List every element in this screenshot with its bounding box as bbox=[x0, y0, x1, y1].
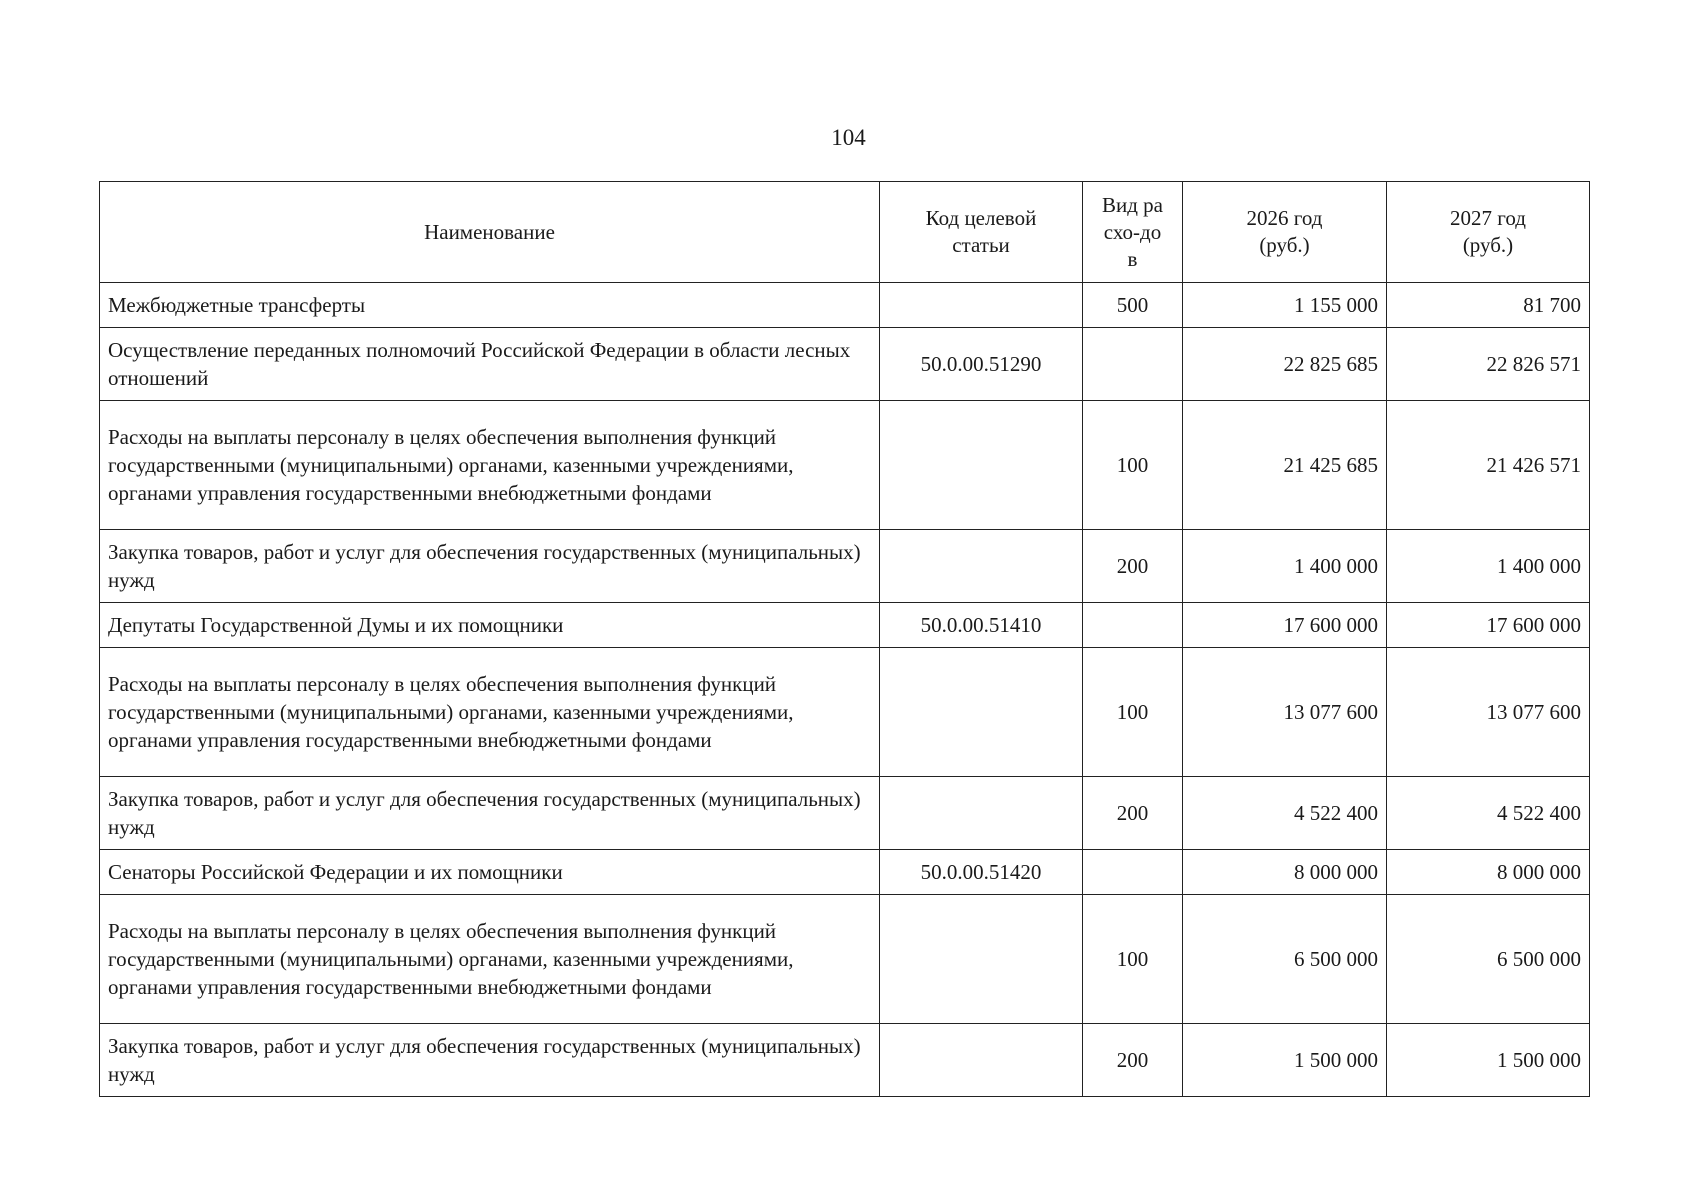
table-row bbox=[100, 850, 1590, 895]
row-type: 500 bbox=[1083, 283, 1183, 328]
header-2027: 2027 год (руб.) bbox=[1387, 182, 1590, 283]
table-row bbox=[100, 401, 1590, 530]
row-name: Закупка товаров, работ и услуг для обеспечения государственных (муниципальных) нужд bbox=[100, 530, 880, 603]
row-name: Расходы на выплаты персоналу в целях обеспечения выполнения функций государственными (муниципальными) органами, казенными учреждениями, органами управления государственными внебюджетными фондами bbox=[100, 648, 880, 777]
row-name: Депутаты Государственной Думы и их помощники bbox=[100, 603, 880, 648]
row-code: 50.0.00.51420 bbox=[880, 850, 1083, 895]
row-name: Осуществление переданных полномочий Российской Федерации в области лесных отношений bbox=[100, 328, 880, 401]
row-2027: 1 500 000 bbox=[1387, 1024, 1590, 1097]
row-2027: 81 700 bbox=[1387, 283, 1590, 328]
table-row bbox=[100, 895, 1590, 1024]
table-row bbox=[100, 1024, 1590, 1097]
row-code bbox=[880, 777, 1083, 850]
row-type: 200 bbox=[1083, 530, 1183, 603]
row-2027: 22 826 571 bbox=[1387, 328, 1590, 401]
row-name: Закупка товаров, работ и услуг для обеспечения государственных (муниципальных) нужд bbox=[100, 1024, 880, 1097]
table-row bbox=[100, 777, 1590, 850]
row-code: 50.0.00.51410 bbox=[880, 603, 1083, 648]
row-2027: 1 400 000 bbox=[1387, 530, 1590, 603]
row-2026: 1 155 000 bbox=[1183, 283, 1387, 328]
budget-table bbox=[99, 181, 1590, 1097]
table-row bbox=[100, 328, 1590, 401]
header-2026: 2026 год (руб.) bbox=[1183, 182, 1387, 283]
row-2026: 6 500 000 bbox=[1183, 895, 1387, 1024]
row-name: Межбюджетные трансферты bbox=[100, 283, 880, 328]
row-name: Расходы на выплаты персоналу в целях обеспечения выполнения функций государственными (муниципальными) органами, казенными учреждениями, органами управления государственными внебюджетными фондами bbox=[100, 401, 880, 530]
row-2026: 1 500 000 bbox=[1183, 1024, 1387, 1097]
row-2026: 17 600 000 bbox=[1183, 603, 1387, 648]
row-type: 100 bbox=[1083, 895, 1183, 1024]
row-2026: 22 825 685 bbox=[1183, 328, 1387, 401]
row-type: 200 bbox=[1083, 1024, 1183, 1097]
row-type: 100 bbox=[1083, 401, 1183, 530]
row-2027: 6 500 000 bbox=[1387, 895, 1590, 1024]
row-2026: 1 400 000 bbox=[1183, 530, 1387, 603]
row-code: 50.0.00.51290 bbox=[880, 328, 1083, 401]
row-code bbox=[880, 895, 1083, 1024]
table-row bbox=[100, 603, 1590, 648]
row-2027: 8 000 000 bbox=[1387, 850, 1590, 895]
header-name: Наименование bbox=[100, 182, 880, 283]
row-type: 200 bbox=[1083, 777, 1183, 850]
table-row bbox=[100, 283, 1590, 328]
row-name: Закупка товаров, работ и услуг для обеспечения государственных (муниципальных) нужд bbox=[100, 777, 880, 850]
row-code bbox=[880, 283, 1083, 328]
row-code bbox=[880, 401, 1083, 530]
row-2027: 17 600 000 bbox=[1387, 603, 1590, 648]
row-2027: 4 522 400 bbox=[1387, 777, 1590, 850]
header-code: Код целевой статьи bbox=[880, 182, 1083, 283]
page-number: 104 bbox=[831, 125, 866, 150]
table-header-row bbox=[100, 182, 1590, 283]
row-code bbox=[880, 530, 1083, 603]
row-2026: 4 522 400 bbox=[1183, 777, 1387, 850]
row-2026: 21 425 685 bbox=[1183, 401, 1387, 530]
row-2026: 8 000 000 bbox=[1183, 850, 1387, 895]
row-2026: 13 077 600 bbox=[1183, 648, 1387, 777]
row-2027: 21 426 571 bbox=[1387, 401, 1590, 530]
row-type: 100 bbox=[1083, 648, 1183, 777]
row-name: Расходы на выплаты персоналу в целях обеспечения выполнения функций государственными (муниципальными) органами, казенными учреждениями, органами управления государственными внебюджетными фондами bbox=[100, 895, 880, 1024]
row-name: Сенаторы Российской Федерации и их помощники bbox=[100, 850, 880, 895]
header-type: Вид расхо-дов bbox=[1083, 182, 1183, 283]
table-row bbox=[100, 530, 1590, 603]
row-code bbox=[880, 648, 1083, 777]
row-type bbox=[1083, 850, 1183, 895]
table-row bbox=[100, 648, 1590, 777]
row-type bbox=[1083, 603, 1183, 648]
row-code bbox=[880, 1024, 1083, 1097]
row-2027: 13 077 600 bbox=[1387, 648, 1590, 777]
row-type bbox=[1083, 328, 1183, 401]
